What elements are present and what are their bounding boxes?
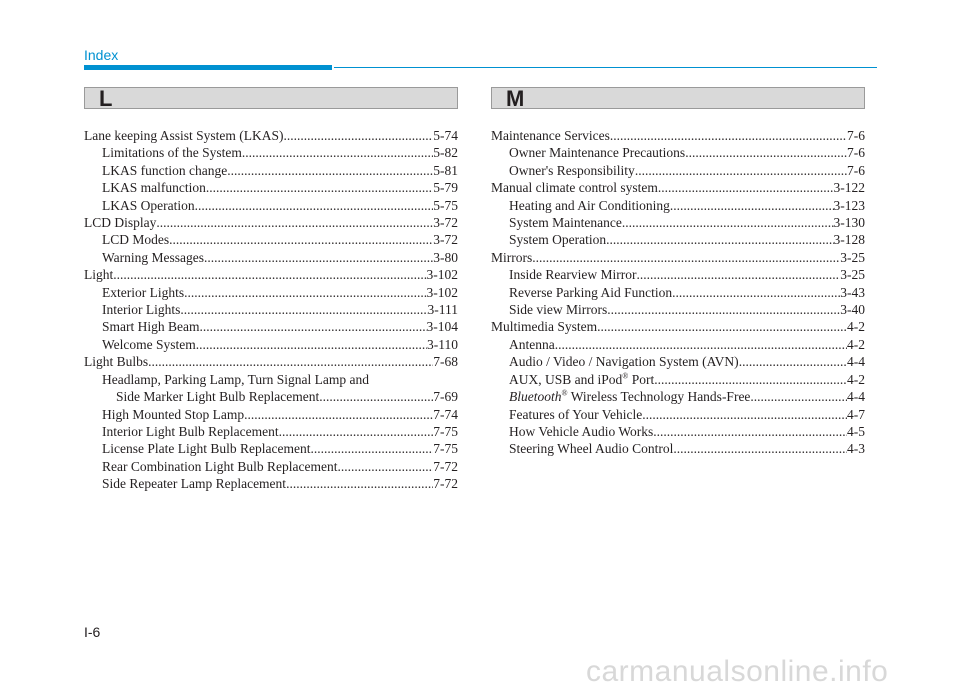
index-subentry: Interior Light Bulb Replacement ..... 7-75: [84, 423, 458, 440]
header-rule-thin: [334, 67, 877, 68]
index-entry: Lane keeping Assist System (LKAS) ..... 5-74: [84, 127, 458, 144]
index-subentry: Headlamp, Parking Lamp, Turn Signal Lamp and: [102, 371, 369, 387]
index-subentry: How Vehicle Audio Works ..... 4-5: [491, 423, 865, 440]
index-column-l: [84, 127, 458, 493]
section-header-l: [84, 87, 458, 109]
index-subentry: Welcome System ..... 3-110: [84, 336, 458, 353]
index-subentry: Antenna ..... 4-2: [491, 336, 865, 353]
index-subentry: Exterior Lights ..... 3-102: [84, 284, 458, 301]
watermark: carmanualsonline.info: [586, 655, 889, 688]
index-subentry: Inside Rearview Mirror ..... 3-25: [491, 266, 865, 283]
index-entry: Maintenance Services ..... 7-6: [491, 127, 865, 144]
header-rule-thick: [84, 65, 332, 70]
index-subentry: LKAS Operation ..... 5-75: [84, 197, 458, 214]
index-subentry: High Mounted Stop Lamp ..... 7-74: [84, 406, 458, 423]
index-subentry: LKAS function change ..... 5-81: [84, 162, 458, 179]
index-subentry: Reverse Parking Aid Function ..... 3-43: [491, 284, 865, 301]
index-subentry: LKAS malfunction ..... 5-79: [84, 179, 458, 196]
index-subentry: License Plate Light Bulb Replacement ..... 7-75: [84, 440, 458, 457]
index-subentry: Side Repeater Lamp Replacement ..... 7-72: [84, 475, 458, 492]
index-subentry: Owner Maintenance Precautions ..... 7-6: [491, 144, 865, 161]
index-subentry: Rear Combination Light Bulb Replacement ..... 7-72: [84, 458, 458, 475]
index-subentry: System Operation ..... 3-128: [491, 231, 865, 248]
index-subentry: Interior Lights ..... 3-111: [84, 301, 458, 318]
index-entry: Light ..... 3-102: [84, 266, 458, 283]
section-letter: M: [506, 86, 525, 111]
index-entry: Multimedia System ..... 4-2: [491, 318, 865, 335]
index-subentry-continued: Side Marker Light Bulb Replacement ..... 7-69: [84, 388, 458, 405]
index-subentry: Owner's Responsibility ..... 7-6: [491, 162, 865, 179]
index-subentry: Smart High Beam ..... 3-104: [84, 318, 458, 335]
section-letter: L: [99, 86, 113, 111]
index-subentry: Side view Mirrors ..... 3-40: [491, 301, 865, 318]
index-entry: Mirrors ..... 3-25: [491, 249, 865, 266]
index-subentry: Audio / Video / Navigation System (AVN) ..... 4-4: [491, 353, 865, 370]
index-subentry: Bluetooth® Wireless Technology Hands-Free ..... 4-4: [491, 388, 865, 405]
section-header-m: [491, 87, 865, 109]
index-subentry: Steering Wheel Audio Control ..... 4-3: [491, 440, 865, 457]
index-subentry: Features of Your Vehicle ..... 4-7: [491, 406, 865, 423]
index-column-m: [491, 127, 865, 458]
page-header-title: Index: [84, 47, 119, 63]
index-subentry: LCD Modes ..... 3-72: [84, 231, 458, 248]
page-number: I-6: [84, 624, 101, 640]
index-subentry: System Maintenance ..... 3-130: [491, 214, 865, 231]
index-subentry: Limitations of the System ..... 5-82: [84, 144, 458, 161]
index-entry: Light Bulbs ..... 7-68: [84, 353, 458, 370]
index-entry: Manual climate control system ..... 3-122: [491, 179, 865, 196]
index-subentry: AUX, USB and iPod® Port ..... 4-2: [491, 371, 865, 388]
index-subentry: Heating and Air Conditioning ..... 3-123: [491, 197, 865, 214]
index-entry: LCD Display ..... 3-72: [84, 214, 458, 231]
index-subentry: Warning Messages ..... 3-80: [84, 249, 458, 266]
